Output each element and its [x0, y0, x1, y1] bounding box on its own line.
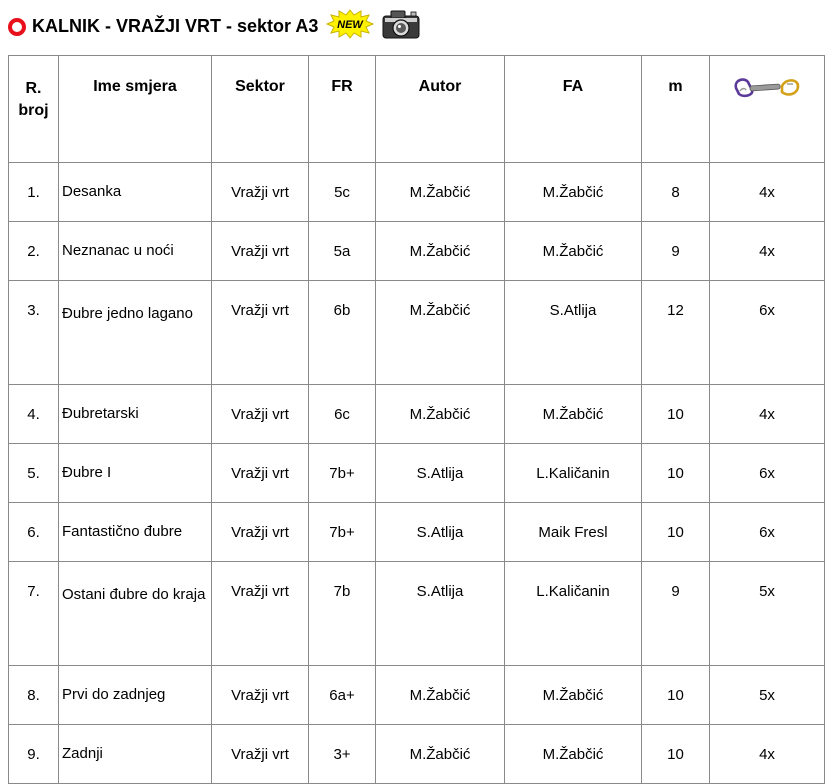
cell-fa: M.Žabčić: [505, 385, 642, 444]
table-row: [9, 444, 825, 503]
cell-route-name: Ostani đubre do kraja: [59, 562, 212, 666]
cell-num: 1.: [9, 163, 59, 222]
page-header: [8, 8, 420, 44]
cell-sector: Vražji vrt: [212, 503, 309, 562]
cell-num: 8.: [9, 666, 59, 725]
cell-sector: Vražji vrt: [212, 281, 309, 385]
cell-author: M.Žabčić: [376, 666, 505, 725]
page-title: KALNIK - VRAŽJI VRT - sektor A3: [32, 15, 319, 36]
cell-quickdraws: 4x: [710, 385, 825, 444]
cell-route-name: Fantastično đubre: [59, 503, 212, 562]
cell-author: M.Žabčić: [376, 281, 505, 385]
cell-author: S.Atlija: [376, 444, 505, 503]
table-row: [9, 725, 825, 784]
cell-author: S.Atlija: [376, 503, 505, 562]
cell-length: 10: [642, 503, 710, 562]
column-header-fa: FA: [505, 56, 642, 163]
cell-num: 3.: [9, 281, 59, 385]
cell-author: M.Žabčić: [376, 163, 505, 222]
table-body: [9, 163, 825, 784]
cell-quickdraws: 6x: [710, 281, 825, 385]
table-header-row: [9, 56, 825, 163]
cell-grade: 5a: [309, 222, 376, 281]
camera-icon[interactable]: [382, 9, 420, 44]
cell-sector: Vražji vrt: [212, 562, 309, 666]
cell-length: 10: [642, 725, 710, 784]
cell-length: 9: [642, 562, 710, 666]
cell-quickdraws: 4x: [710, 222, 825, 281]
table-row: [9, 385, 825, 444]
cell-sector: Vražji vrt: [212, 666, 309, 725]
cell-quickdraws: 5x: [710, 562, 825, 666]
cell-grade: 6a+: [309, 666, 376, 725]
cell-quickdraws: 4x: [710, 163, 825, 222]
cell-length: 9: [642, 222, 710, 281]
new-badge-icon: [326, 9, 374, 44]
cell-grade: 6b: [309, 281, 376, 385]
cell-fa: S.Atlija: [505, 281, 642, 385]
cell-grade: 7b+: [309, 503, 376, 562]
column-header-quickdraws: [710, 56, 825, 163]
cell-length: 12: [642, 281, 710, 385]
cell-fa: Maik Fresl: [505, 503, 642, 562]
table-row: [9, 503, 825, 562]
cell-length: 10: [642, 385, 710, 444]
cell-author: S.Atlija: [376, 562, 505, 666]
new-badge-text: NEW: [337, 18, 364, 31]
cell-author: M.Žabčić: [376, 385, 505, 444]
cell-route-name: Prvi do zadnjeg: [59, 666, 212, 725]
routes-table: [8, 55, 825, 784]
cell-quickdraws: 6x: [710, 503, 825, 562]
cell-sector: Vražji vrt: [212, 385, 309, 444]
column-header-num: [9, 56, 59, 163]
cell-fa: M.Žabčić: [505, 163, 642, 222]
cell-route-name: Zadnji: [59, 725, 212, 784]
column-header-grade: FR: [309, 56, 376, 163]
cell-fa: L.Kaličanin: [505, 562, 642, 666]
cell-quickdraws: 4x: [710, 725, 825, 784]
cell-grade: 7b: [309, 562, 376, 666]
column-header-name: Ime smjera: [59, 56, 212, 163]
cell-quickdraws: 5x: [710, 666, 825, 725]
cell-num: 6.: [9, 503, 59, 562]
cell-num: 4.: [9, 385, 59, 444]
cell-num: 5.: [9, 444, 59, 503]
cell-route-name: Đubre jedno lagano: [59, 281, 212, 385]
table-row: [9, 281, 825, 385]
cell-grade: 6c: [309, 385, 376, 444]
cell-grade: 7b+: [309, 444, 376, 503]
cell-fa: M.Žabčić: [505, 666, 642, 725]
cell-author: M.Žabčić: [376, 222, 505, 281]
cell-length: 8: [642, 163, 710, 222]
cell-quickdraws: 6x: [710, 444, 825, 503]
cell-num: 7.: [9, 562, 59, 666]
cell-sector: Vražji vrt: [212, 222, 309, 281]
table-row: [9, 163, 825, 222]
cell-route-name: Desanka: [59, 163, 212, 222]
cell-route-name: Đubre I: [59, 444, 212, 503]
column-header-length: m: [642, 56, 710, 163]
cell-num: 9.: [9, 725, 59, 784]
column-header-num-line2: broj: [18, 102, 49, 119]
column-header-sector: Sektor: [212, 56, 309, 163]
cell-fa: L.Kaličanin: [505, 444, 642, 503]
table-row: [9, 222, 825, 281]
table-row: [9, 562, 825, 666]
column-header-num-line1: R.: [25, 80, 42, 97]
cell-route-name: Neznanac u noći: [59, 222, 212, 281]
cell-grade: 5c: [309, 163, 376, 222]
cell-fa: M.Žabčić: [505, 725, 642, 784]
cell-length: 10: [642, 666, 710, 725]
column-header-author: Autor: [376, 56, 505, 163]
red-ring-icon: [8, 18, 26, 36]
cell-grade: 3+: [309, 725, 376, 784]
cell-fa: M.Žabčić: [505, 222, 642, 281]
cell-length: 10: [642, 444, 710, 503]
cell-num: 2.: [9, 222, 59, 281]
cell-sector: Vražji vrt: [212, 444, 309, 503]
carabiner-icon: [732, 74, 802, 105]
cell-sector: Vražji vrt: [212, 725, 309, 784]
cell-author: M.Žabčić: [376, 725, 505, 784]
table-row: [9, 666, 825, 725]
cell-route-name: Đubretarski: [59, 385, 212, 444]
cell-sector: Vražji vrt: [212, 163, 309, 222]
